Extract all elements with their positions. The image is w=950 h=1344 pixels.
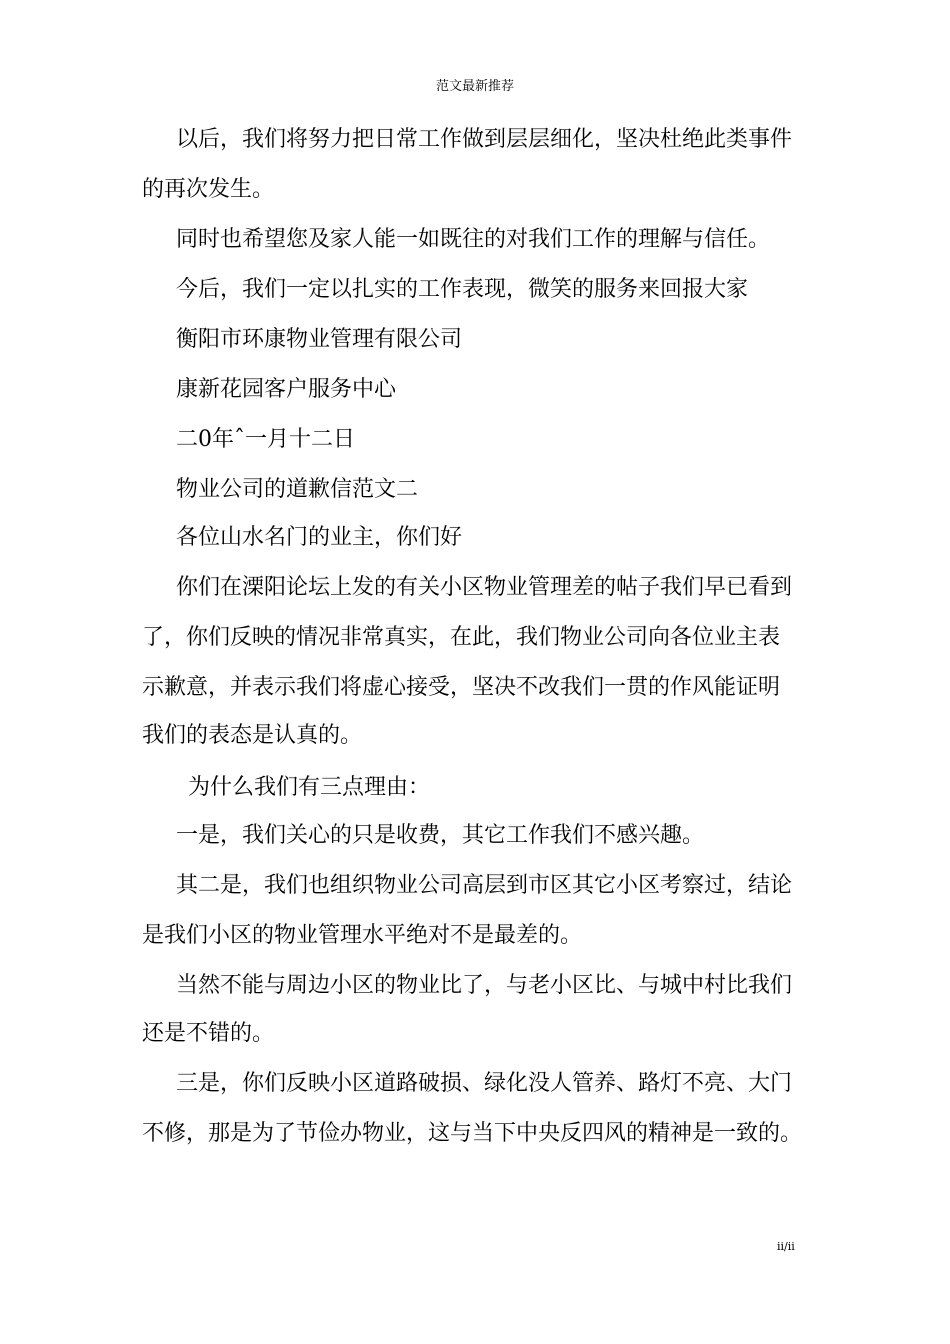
page-header: 范文最新推荐: [435, 79, 514, 94]
paragraph-line: 你们在溧阳论坛上发的有关小区物业管理差的帖子我们早已看到: [176, 575, 793, 600]
paragraph-line: 的再次发生。: [142, 177, 275, 202]
page-number: ii/ii: [777, 1240, 795, 1253]
signature-company: 衡阳市环康物业管理有限公司: [176, 327, 463, 352]
paragraph-line: 一是，我们关心的只是收费，其它工作我们不感兴趣。: [176, 823, 705, 848]
signature-department: 康新花园客户服务中心: [176, 377, 397, 402]
paragraph-line: 其二是，我们也组织物业公司高层到市区其它小区考察过，结论: [176, 873, 793, 898]
paragraph-line: 今后，我们一定以扎实的工作表现，微笑的服务来回报大家: [176, 277, 749, 302]
paragraph-line: 当然不能与周边小区的物业比了，与老小区比、与城中村比我们: [176, 973, 793, 998]
paragraph-line: 同时也希望您及家人能一如既往的对我们工作的理解与信任。: [176, 227, 771, 252]
paragraph-line: 了，你们反映的情况非常真实，在此，我们物业公司向各位业主表: [142, 625, 781, 650]
paragraph-line: 还是不错的。: [142, 1021, 275, 1046]
paragraph-line: 是我们小区的物业管理水平绝对不是最差的。: [142, 923, 583, 948]
paragraph-line: 示歉意，并表示我们将虚心接受，坚决不改我们一贯的作风能证明: [142, 675, 781, 700]
paragraph-line: 以后，我们将努力把日常工作做到层层细化，坚决杜绝此类事件: [176, 127, 793, 152]
salutation: 各位山水名门的业主，你们好: [176, 525, 463, 550]
paragraph-line: 不修，那是为了节俭办物业，这与当下中央反四风的精神是一致的。: [142, 1121, 803, 1146]
paragraph-line: 为什么我们有三点理由：: [188, 775, 431, 800]
section-title: 物业公司的道歉信范文二: [176, 477, 419, 502]
paragraph-line: 我们的表态是认真的。: [142, 723, 363, 748]
signature-date: 二0年ˆ一月十二日: [176, 427, 355, 452]
paragraph-line: 三是，你们反映小区道路破损、绿化没人管养、路灯不亮、大门: [176, 1071, 793, 1096]
